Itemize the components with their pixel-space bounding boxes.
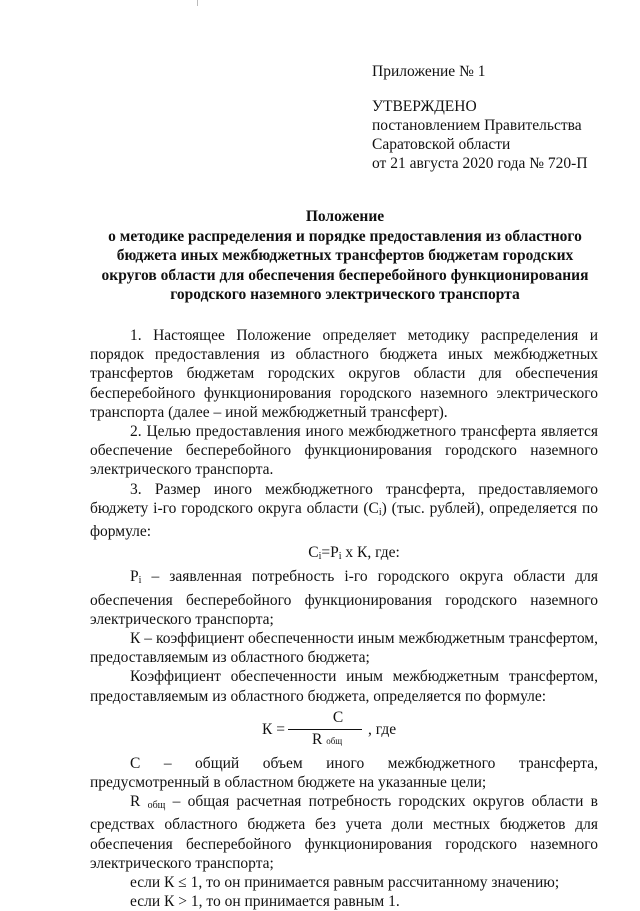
paragraph-8 [90,792,598,873]
title-line: о методике распределения и порядке предоставления из областного [108,227,582,245]
formula-symbol: Р [130,568,139,586]
paragraph-9: если К ≤ 1, то он принимается равным рассчитанному значению; [130,874,560,892]
approval-line: постановлением Правительства [372,117,582,134]
formula-tail: , где [368,720,397,738]
title-line: округов области для обеспечения бесперебойного функционирования [101,266,589,284]
approval-line: Саратовской области [372,136,511,153]
document-title [90,207,600,305]
appendix-number: Приложение № 1 [372,63,486,80]
subscript: i [318,551,322,563]
paragraph-3-text-end: ) (тыс. рублей), определяется по формуле: [90,499,598,541]
paragraph-1: 1. Настоящее Положение определяет методику распределения и порядок предоставления из областного бюджета иных межбюджетных трансфертов бюджетам городских округов области для обеспечения бесперебойного функционирования городского наземного электрического транспорта (далее – иной межбюджетный трансферт). [90,327,598,421]
subscript: общ [326,735,343,746]
title-line: Положение [305,208,385,225]
paragraph-8-text: – общая расчетная потребность городских округов области в средствах областного бюджета без учета доли местных бюджетов для обеспечения бесперебойного функционирования городского наземного электрического транспорта; [90,793,598,872]
fraction-denominator [312,730,342,751]
formula-symbol: =P [321,544,339,562]
document-body [90,326,598,911]
scan-mark [197,0,198,6]
approved-stamp-text: УТВЕРЖДЕНО [372,98,477,115]
paragraph-3-text: 3. Размер иного межбюджетного трансферта, предоставляемого бюджету i-го городского округа области (С [90,480,598,517]
fraction-numerator: С [332,708,344,726]
approval-block [372,62,588,173]
formula-lhs: К = [262,720,285,738]
subscript: i [338,551,342,563]
formula-tail: х К, где: [341,544,400,562]
paragraph-3 [90,480,598,542]
paragraph-7: С – общий объем иного межбюджетного трансферта, предусмотренный в областном бюджете на указанные цели; [90,754,598,792]
paragraph-10: если К > 1, то он принимается равным 1. [130,893,400,911]
formula-symbol: R [312,730,323,748]
subscript: i [138,575,142,587]
approval-date-line: от 21 августа 2020 года № 720-П [372,155,588,172]
formula-k [90,708,598,752]
subscript: i [378,506,382,518]
paragraph-4 [90,567,598,629]
paragraph-2: 2. Целью предоставления иного межбюджетного трансферта является обеспечение бесперебойного функционирования городского наземного электрического транспорта. [90,423,598,479]
paragraph-5: К – коэффициент обеспеченности иным межбюджетным трансфертом, предоставляемым из областного бюджета; [90,630,598,667]
subscript: общ [147,800,166,812]
title-line: бюджета иных межбюджетных трансфертов бюджетам городских [116,247,574,265]
formula-symbol: С [308,544,319,562]
formula-symbol: R [130,793,141,811]
title-line: городского наземного электрического транспорта [170,286,520,304]
formula-ci [110,543,598,566]
paragraph-4-text: – заявленная потребность i-го городского округа области для обеспечения бесперебойного функционирования городского наземного электрического транспорта; [90,568,598,628]
paragraph-6: Коэффициент обеспеченности иным межбюджетным трансфертом, предоставляемым из областного бюджета, определяется по формуле: [90,668,598,705]
